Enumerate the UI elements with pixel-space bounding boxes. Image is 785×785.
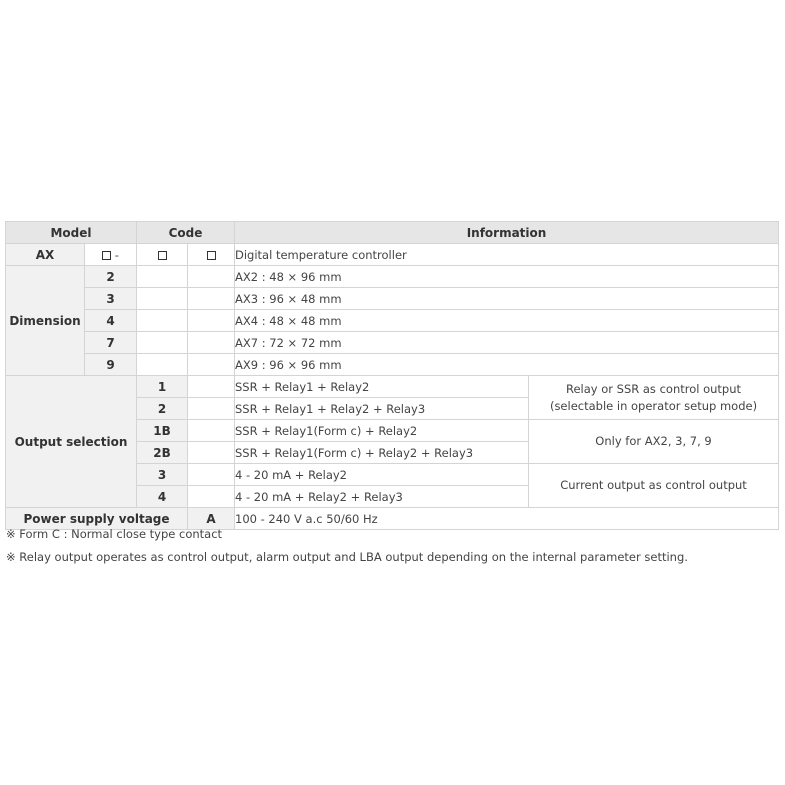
output-note: Only for AX2, 3, 7, 9 xyxy=(529,420,779,464)
dimension-code: 7 xyxy=(85,332,137,354)
empty-cell xyxy=(137,266,188,288)
output-code: 4 xyxy=(137,486,188,508)
table-row xyxy=(6,354,779,376)
output-note-line: (selectable in operator setup mode) xyxy=(549,398,758,413)
header-model: Model xyxy=(6,222,137,244)
empty-cell xyxy=(188,420,235,442)
output-note-line: Relay or SSR as control output xyxy=(565,381,742,396)
dimension-code: 9 xyxy=(85,354,137,376)
empty-cell xyxy=(188,442,235,464)
table-row xyxy=(6,376,779,398)
table-row xyxy=(6,310,779,332)
empty-cell xyxy=(188,266,235,288)
power-supply-label: Power supply voltage xyxy=(6,508,188,530)
output-placeholder xyxy=(137,244,188,266)
empty-cell xyxy=(188,486,235,508)
output-selection-label: Output selection xyxy=(6,376,137,508)
footnote: ※ Form C : Normal close type contact xyxy=(6,527,223,541)
empty-cell xyxy=(137,332,188,354)
dash: - xyxy=(114,247,119,262)
empty-cell xyxy=(188,288,235,310)
output-info: SSR + Relay1(Form c) + Relay2 xyxy=(235,420,529,442)
empty-cell xyxy=(188,310,235,332)
dimension-placeholder xyxy=(85,244,137,266)
header-row xyxy=(6,222,779,244)
output-info: 4 - 20 mA + Relay2 xyxy=(235,464,529,486)
model-code-table xyxy=(5,221,779,530)
output-code: 2 xyxy=(137,398,188,420)
output-note xyxy=(529,376,779,420)
dimension-info: AX4 : 48 × 48 mm xyxy=(235,310,779,332)
ax-row xyxy=(6,244,779,266)
model-ax: AX xyxy=(6,244,85,266)
power-code: A xyxy=(188,508,235,530)
header-information: Information xyxy=(235,222,779,244)
empty-cell xyxy=(137,354,188,376)
empty-cell xyxy=(188,332,235,354)
output-info: SSR + Relay1 + Relay2 + Relay3 xyxy=(235,398,529,420)
empty-box-icon xyxy=(102,251,111,260)
table-row xyxy=(6,266,779,288)
dimension-label: Dimension xyxy=(6,266,85,376)
dimension-info: AX7 : 72 × 72 mm xyxy=(235,332,779,354)
dimension-info: AX3 : 96 × 48 mm xyxy=(235,288,779,310)
empty-cell xyxy=(188,398,235,420)
table-row xyxy=(6,288,779,310)
dimension-code: 2 xyxy=(85,266,137,288)
empty-cell xyxy=(188,376,235,398)
dimension-code: 4 xyxy=(85,310,137,332)
output-code: 2B xyxy=(137,442,188,464)
power-info: 100 - 240 V a.c 50/60 Hz xyxy=(235,508,779,530)
empty-cell xyxy=(137,310,188,332)
dimension-info: AX2 : 48 × 96 mm xyxy=(235,266,779,288)
empty-cell xyxy=(188,354,235,376)
footnote: ※ Relay output operates as control output, alarm output and LBA output depending on the internal parameter setting. xyxy=(6,550,688,564)
table-row xyxy=(6,332,779,354)
output-info: 4 - 20 mA + Relay2 + Relay3 xyxy=(235,486,529,508)
empty-cell xyxy=(137,288,188,310)
empty-cell xyxy=(188,464,235,486)
output-note: Current output as control output xyxy=(529,464,779,508)
power-placeholder xyxy=(188,244,235,266)
empty-box-icon xyxy=(207,251,216,260)
output-code: 1B xyxy=(137,420,188,442)
output-code: 3 xyxy=(137,464,188,486)
ax-info: Digital temperature controller xyxy=(235,244,779,266)
header-code: Code xyxy=(137,222,235,244)
output-info: SSR + Relay1 + Relay2 xyxy=(235,376,529,398)
output-code: 1 xyxy=(137,376,188,398)
empty-box-icon xyxy=(158,251,167,260)
dimension-code: 3 xyxy=(85,288,137,310)
output-info: SSR + Relay1(Form c) + Relay2 + Relay3 xyxy=(235,442,529,464)
dimension-info: AX9 : 96 × 96 mm xyxy=(235,354,779,376)
